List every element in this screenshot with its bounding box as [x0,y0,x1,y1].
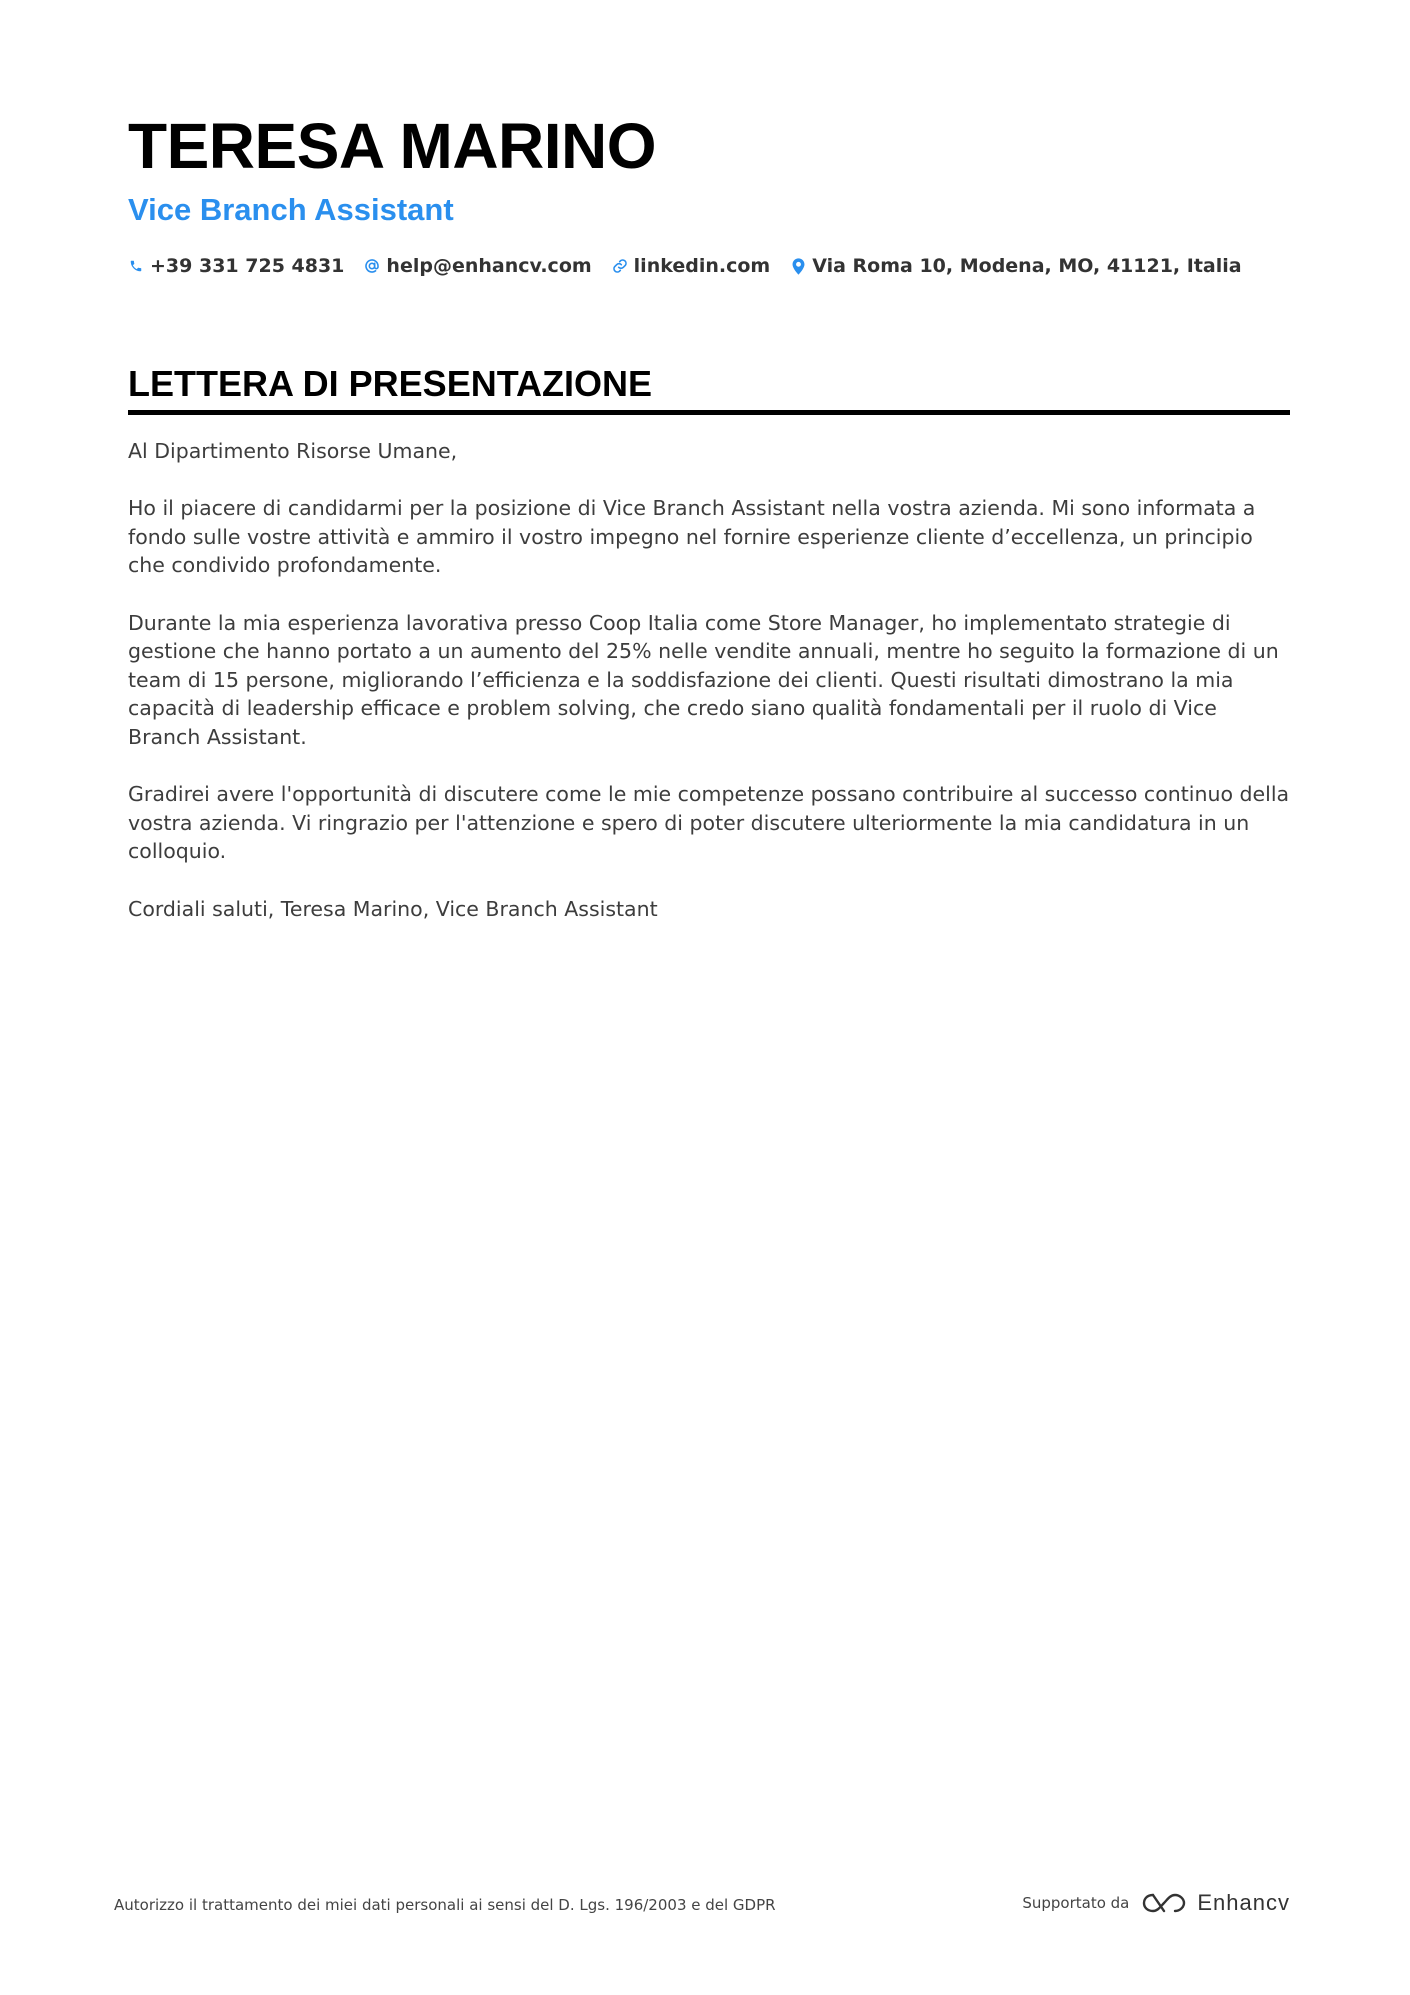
powered-by-label: Supportato da [1022,1894,1130,1912]
map-pin-icon [790,257,806,275]
brand-name: Enhancv [1197,1890,1290,1915]
phone-icon [128,257,144,275]
address-text: Via Roma 10, Modena, MO, 41121, Italia [812,255,1242,277]
phone-number: +39 331 725 4831 [150,255,345,277]
contact-bar [128,255,1288,277]
at-icon [364,257,380,275]
link-icon [612,257,628,275]
footer [114,1888,1290,1928]
letter-paragraph: Gradirei avere l'opportunità di discutere come le mie competenze possano contribuire al successo continuo della vostra azienda. Vi ringrazio per l'attenzione e spero di poter discutere ulteriormente la mia candidatura in un colloquio. [128,782,1290,864]
contact-email[interactable] [364,255,591,277]
letter-greeting: Al Dipartimento Risorse Umane, [128,439,458,463]
section-title: LETTERA DI PRESENTAZIONE [128,362,1290,415]
letter-body [128,437,1290,923]
linkedin-link: linkedin.com [633,255,771,277]
contact-address [790,255,1241,277]
enhancv-logo-icon [1141,1891,1187,1915]
cover-letter-section [128,362,1290,952]
candidate-name: TERESA MARINO [128,110,657,182]
header [128,108,1288,277]
email-address: help@enhancv.com [386,255,592,277]
letter-paragraph: Ho il piacere di candidarmi per la posizione di Vice Branch Assistant nella vostra azienda. Mi sono informata a fondo sulle vostre attività e ammiro il vostro impegno nel fornire esperienze cliente d’eccellenza, un principio che condivido profondamente. [128,496,1256,578]
letter-closing: Cordiali saluti, Teresa Marino, Vice Branch Assistant [128,896,658,921]
contact-phone[interactable] [128,255,344,277]
contact-linkedin[interactable] [612,255,771,277]
letter-paragraph: Durante la mia esperienza lavorativa presso Coop Italia come Store Manager, ho implementato strategie di gestione che hanno portato a un aumento del 25% nelle vendite annuali, mentre ho seguito la formazione di un team di 15 persone, migliorando l’efficienza e la soddisfazione dei clienti. Questi risultati dimostrano la mia capacità di leadership efficace e problem solving, che credo siano qualità fondamentali per il ruolo di Vice Branch Assistant. [128,610,1279,749]
privacy-note: Autorizzo il trattamento dei miei dati personali ai sensi del D. Lgs. 196/2003 e del GDPR [114,1896,776,1914]
job-title: Vice Branch Assistant [128,192,454,227]
powered-by[interactable] [1022,1888,1290,1918]
